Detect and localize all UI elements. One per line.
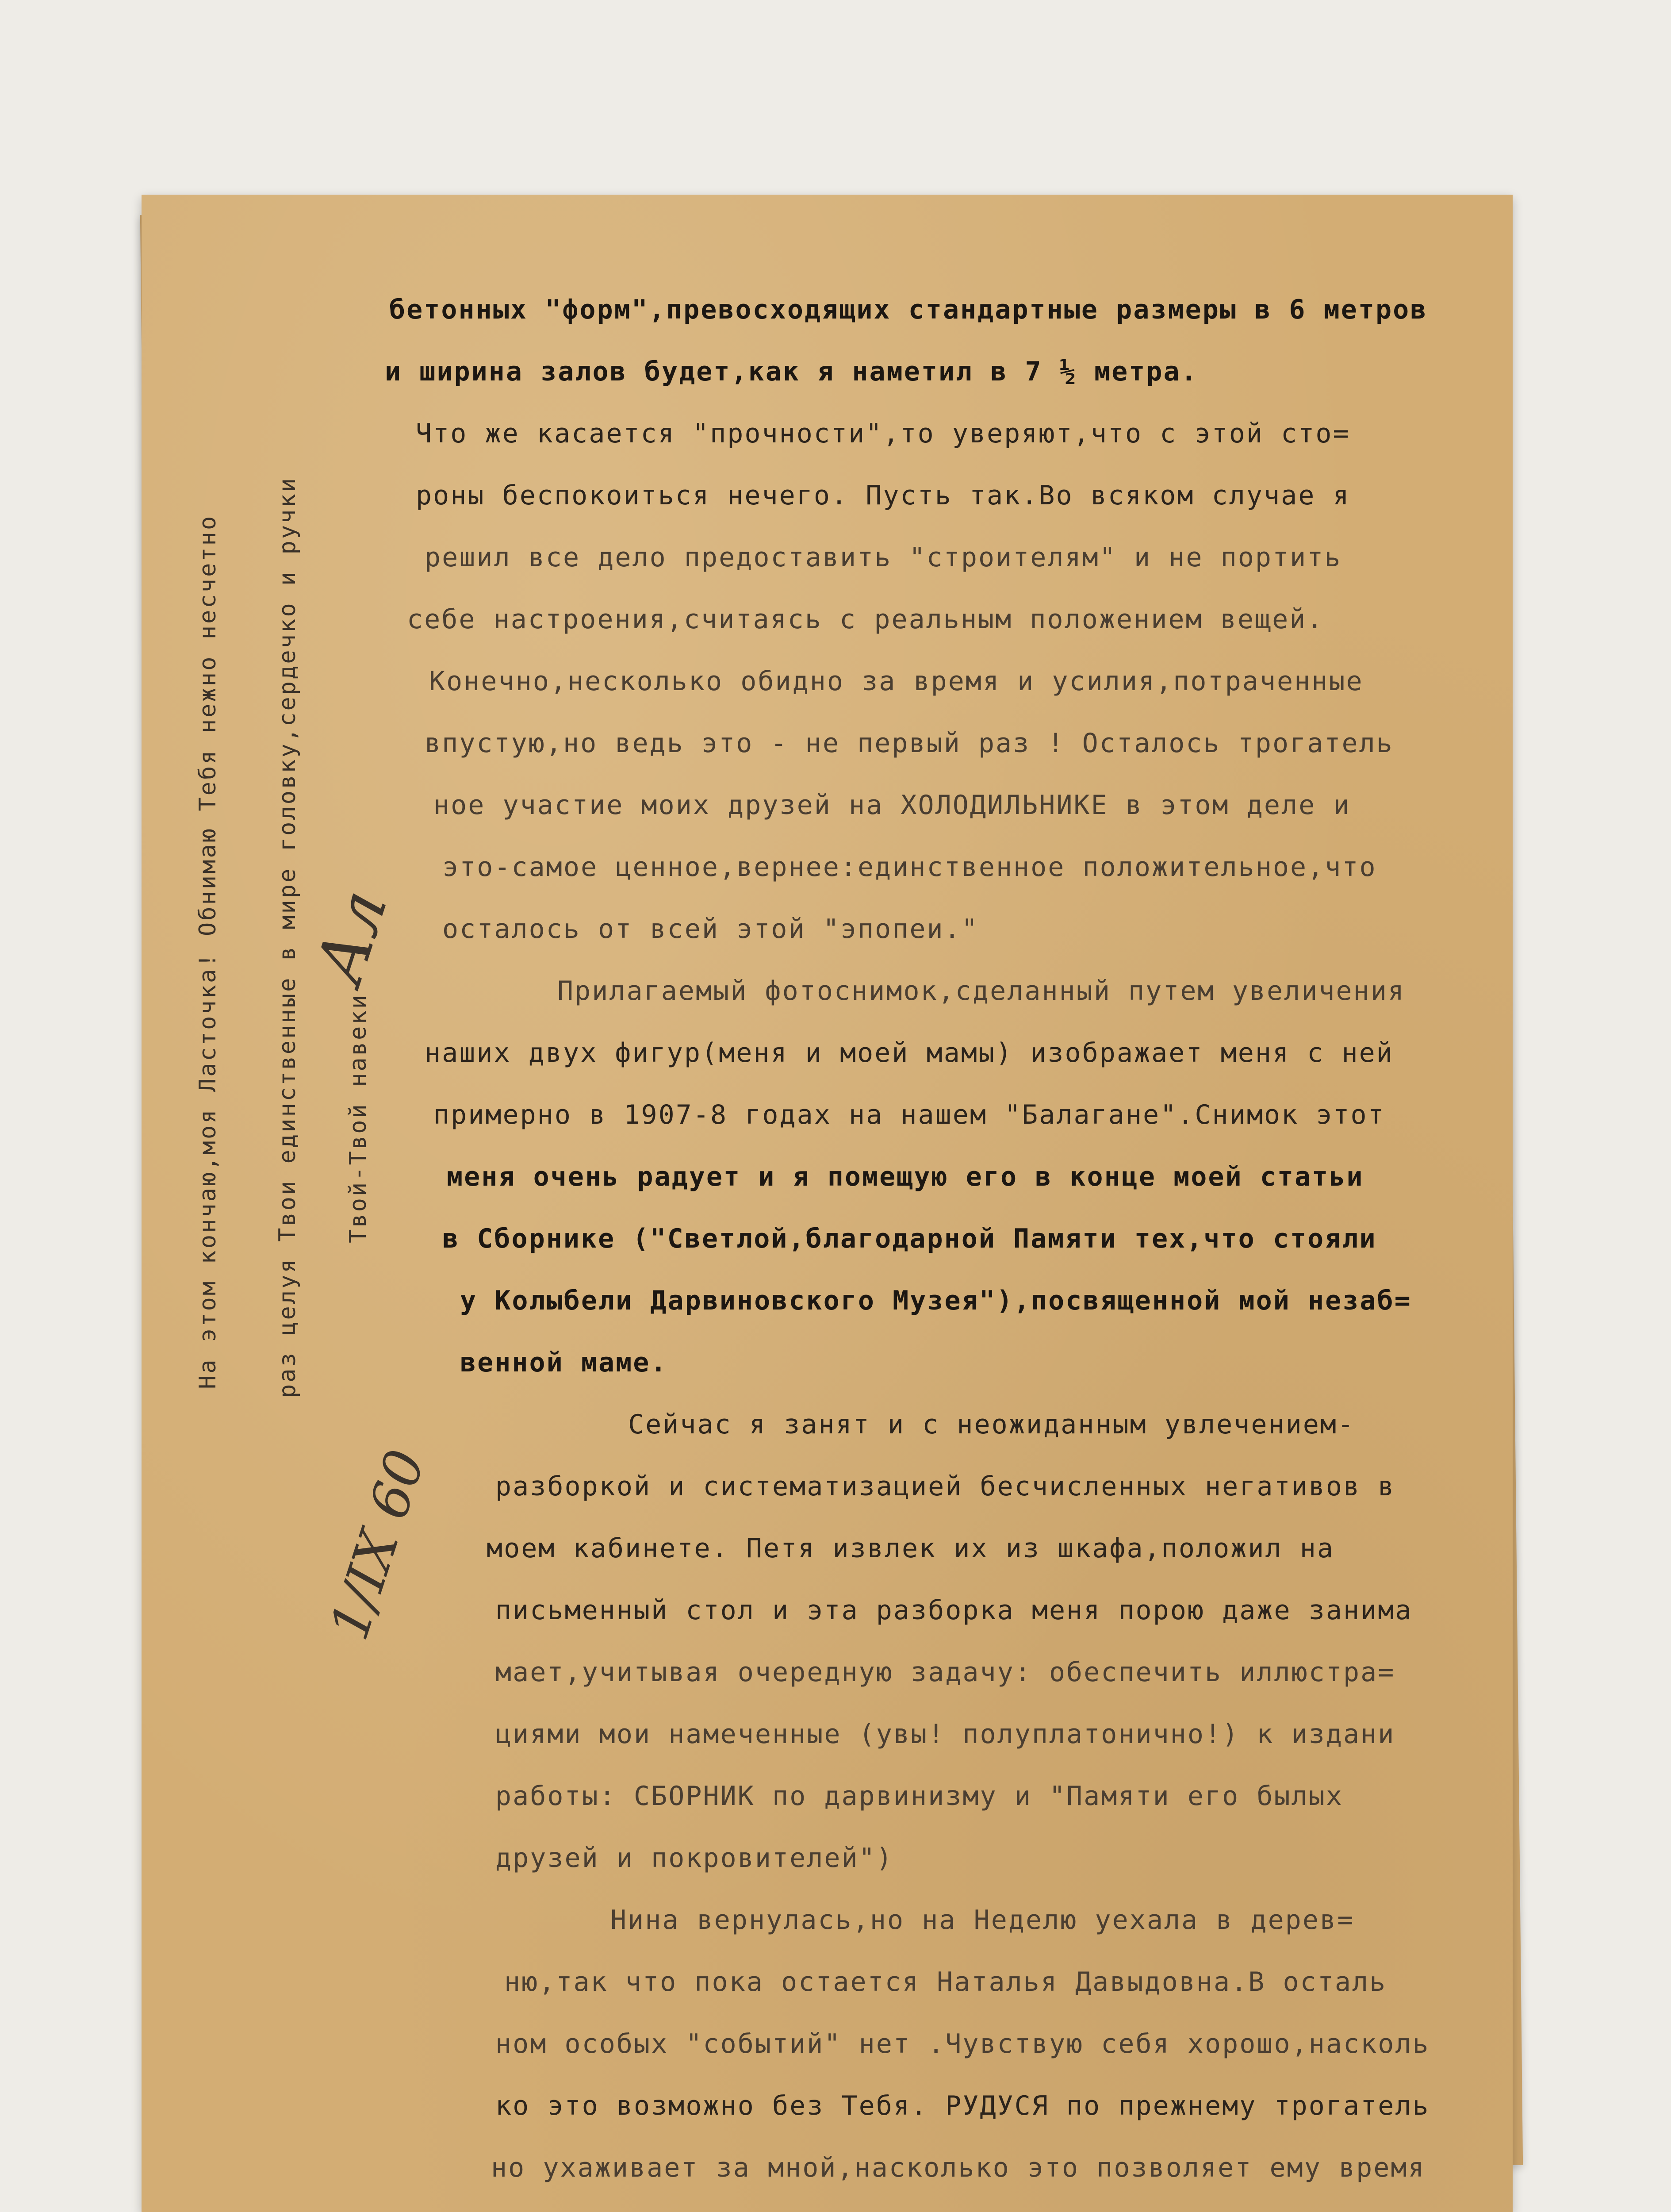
text-line: Что же касается "прочности",то уверяют,что с этой сто=	[416, 418, 1350, 449]
margin-note-line-2: раз целуя Твои единственные в мире головку,сердечко и ручки	[274, 476, 301, 1398]
text-line: впустую,но ведь это - не первый раз ! Осталось трогатель	[425, 728, 1394, 759]
text-line: бетонных "форм",превосходящих стандартные размеры в 6 метров	[389, 294, 1428, 325]
text-line: Сейчас я занят и с неожиданным увлечением-	[628, 1409, 1355, 1440]
text-line: венной маме.	[460, 1347, 668, 1378]
text-line: Конечно,несколько обидно за время и усилия,потраченные	[429, 666, 1364, 697]
text-line: примерно в 1907-8 годах на нашем "Балагане".Снимок этот	[433, 1099, 1385, 1130]
handwritten-date: 1/IX 60	[318, 1443, 437, 1647]
text-line: решил все дело предоставить "строителям" и не портить	[425, 542, 1342, 573]
text-line: в Сборнике ("Светлой,благодарной Памяти тех,что стояли	[442, 1223, 1377, 1254]
text-line: и ширина залов будет,как я наметил в 7 ½ метра.	[385, 356, 1198, 387]
text-line: наших двух фигур(меня и моей мамы) изображает меня с ней	[425, 1037, 1394, 1068]
margin-note-line-1: На этом кончаю,моя Ласточка! Обнимаю Тебя нежно несчетно	[195, 514, 221, 1389]
text-line: циями мои намеченные (увы! полуплатонично!) к издани	[495, 1719, 1395, 1750]
text-line: у Колыбели Дарвиновского Музея"),посвященной мой незаб=	[460, 1285, 1412, 1316]
text-line: разборкой и систематизацией бесчисленных негативов в	[495, 1471, 1395, 1502]
text-line: меня очень радует и я помещую его в конце моей статьи	[447, 1161, 1364, 1192]
text-line: моем кабинете. Петя извлек их из шкафа,положил на	[487, 1533, 1335, 1564]
letter-page	[142, 195, 1513, 2212]
text-line: себе настроения,считаясь с реальным положением вещей.	[407, 604, 1324, 635]
text-line: осталось от всей этой "эпопеи."	[442, 914, 979, 945]
text-line: работы: СБОРНИК по дарвинизму и "Памяти его былых	[495, 1781, 1344, 1812]
margin-note-line-3: Твой-Твой навеки	[345, 993, 372, 1243]
text-line: ное участие моих друзей на ХОЛОДИЛЬНИКЕ в этом деле и	[433, 790, 1351, 821]
text-line: друзей и покровителей")	[495, 1843, 893, 1874]
text-line: Нина вернулась,но на Неделю уехала в дерев=	[610, 1905, 1355, 1936]
text-line: это-самое ценное,вернее:единственное положительное,что	[442, 852, 1377, 883]
text-line: ном особых "событий" нет .Чувствую себя хорошо,насколь	[495, 2028, 1430, 2059]
text-line: мает,учитывая очередную задачу: обеспечить иллюстра=	[495, 1657, 1395, 1688]
letter-body	[385, 279, 1522, 2199]
text-line: роны беспокоиться нечего. Пусть так.Во всяком случае я	[416, 480, 1350, 511]
text-line: ню,так что пока остается Наталья Давыдовна.В осталь	[504, 1966, 1387, 1997]
text-line: Прилагаемый фотоснимок,сделанный путем увеличения	[557, 975, 1406, 1006]
handwritten-signature: Ал	[301, 881, 403, 993]
text-line: но ухаживает за мной,насколько это позволяет ему время	[491, 2152, 1426, 2183]
text-line: ко это возможно без Тебя. РУДУСЯ по прежнему трогатель	[495, 2090, 1430, 2121]
text-line: письменный стол и эта разборка меня порою даже занима	[495, 1595, 1413, 1626]
